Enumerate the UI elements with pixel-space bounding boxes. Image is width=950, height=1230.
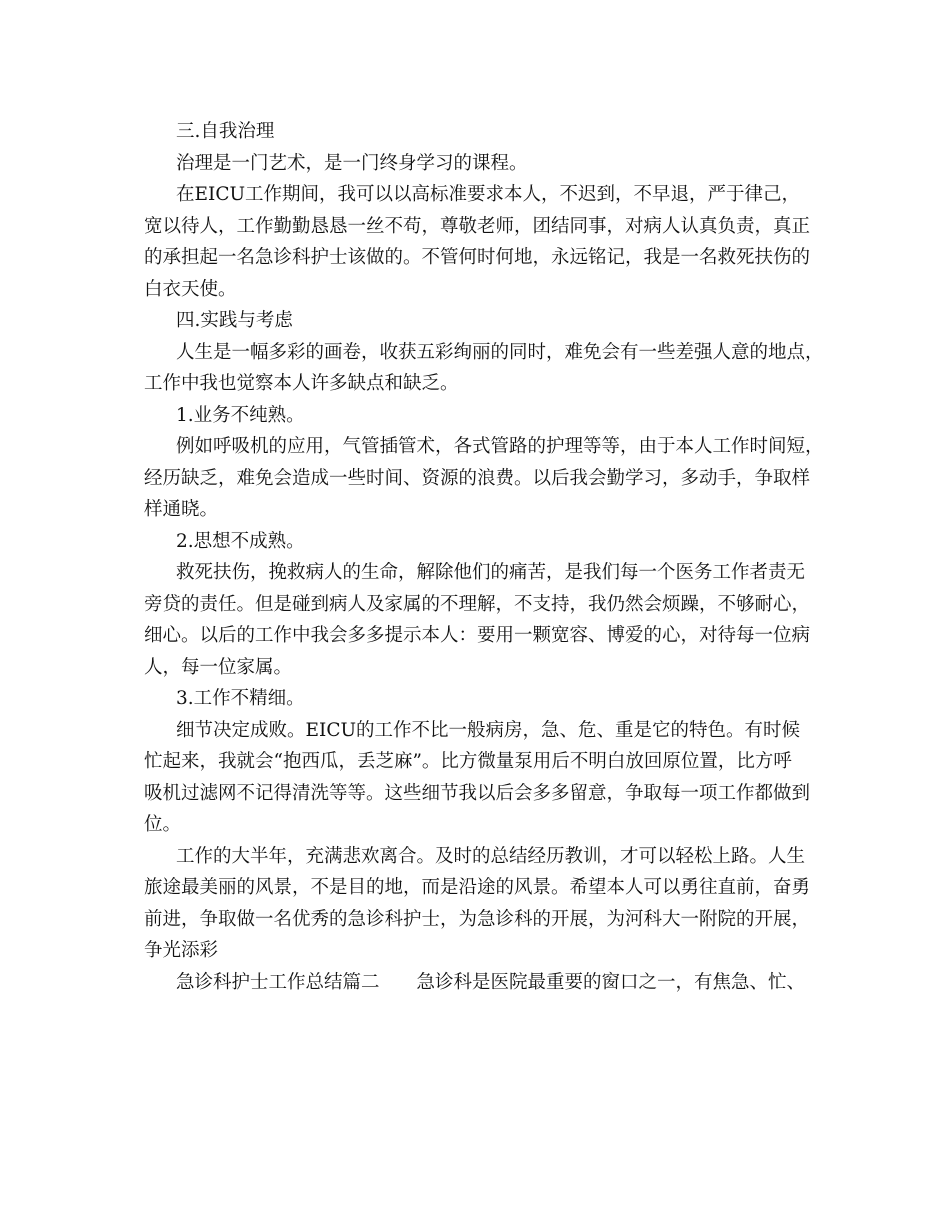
paragraph-line: 细节决定成败。EICU的工作不比一般病房，急、危、重是它的特色。有时候 bbox=[176, 719, 801, 741]
document-body bbox=[144, 116, 824, 998]
paragraph-line: 忙起来，我就会“抱西瓜，丢芝麻”。比方微量泵用后不明白放回原位置，比方呼 bbox=[144, 751, 792, 772]
paragraph-line: 细心。以后的工作中我会多多提示本人：要用一颗宽容、博爱的心，对待每一位病 bbox=[144, 625, 811, 646]
paragraph-line: 经历缺乏，难免会造成一些时间、资源的浪费。以后我会勤学习，多动手，争取样 bbox=[144, 467, 811, 489]
paragraph-line: 治理是一门艺术，是一门终身学习的课程。 bbox=[176, 152, 528, 174]
section-heading: 四.实践与考虑 bbox=[176, 310, 293, 331]
paragraph-line: 工作的大半年，充满悲欢离合。及时的总结经历教训，才可以轻松上路。人生 bbox=[176, 845, 806, 867]
subsection-heading: 2.思想不成熟。 bbox=[176, 530, 305, 552]
paragraph-line: 吸机过滤网不记得清洗等等。这些细节我以后会多多留意，争取每一项工作都做到 bbox=[144, 782, 811, 804]
subsection-heading: 3.工作不精细。 bbox=[176, 688, 305, 709]
paragraph-line: 前进，争取做一名优秀的急诊科护士，为急诊科的开展，为河科大一附院的开展， bbox=[144, 908, 811, 930]
article-title-line: 急诊科护士工作总结篇二 急诊科是医院最重要的窗口之一，有焦急、忙、 bbox=[176, 971, 806, 993]
paragraph-line: 在EICU工作期间，我可以以高标准要求本人，不迟到，不早退，严于律己， bbox=[176, 184, 801, 205]
subsection-heading: 1.业务不纯熟。 bbox=[176, 404, 305, 426]
paragraph-line: 例如呼吸机的应用，气管插管术，各式管路的护理等等，由于本人工作时间短， bbox=[176, 436, 824, 457]
paragraph-line: 工作中我也觉察本人许多缺点和缺乏。 bbox=[144, 373, 459, 394]
paragraph-line: 旁贷的责任。但是碰到病人及家属的不理解，不支持，我仍然会烦躁，不够耐心， bbox=[144, 593, 811, 615]
paragraph-line: 白衣天使。 bbox=[144, 278, 237, 300]
paragraph-line: 争光添彩 bbox=[144, 940, 219, 961]
section-heading: 三.自我治理 bbox=[176, 121, 275, 142]
paragraph-line: 人生是一幅多彩的画卷，收获五彩绚丽的同时，难免会有一些差强人意的地点， bbox=[176, 341, 824, 363]
paragraph-line: 旅途最美丽的风景，不是目的地，而是沿途的风景。希望本人可以勇往直前，奋勇 bbox=[144, 877, 811, 898]
paragraph-line: 宽以待人，工作勤勤恳恳一丝不苟，尊敬老师，团结同事，对病人认真负责，真正 bbox=[144, 215, 811, 237]
paragraph-line: 样通晓。 bbox=[144, 499, 219, 520]
paragraph-line: 位。 bbox=[144, 814, 182, 835]
paragraph-line: 人，每一位家属。 bbox=[144, 656, 293, 678]
paragraph-line: 的承担起一名急诊科护士该做的。不管何时何地，永远铭记，我是一名救死扶伤的 bbox=[144, 247, 811, 268]
paragraph-line: 救死扶伤，挽救病人的生命，解除他们的痛苦，是我们每一个医务工作者责无 bbox=[176, 562, 806, 583]
